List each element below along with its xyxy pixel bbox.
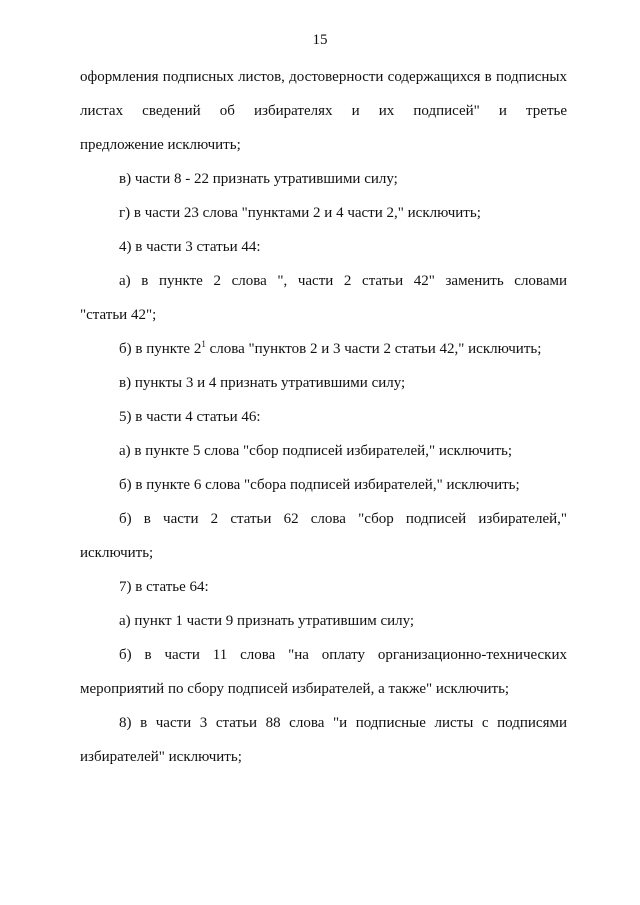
paragraph-5-line-2: "статьи 42";	[80, 307, 157, 323]
paragraph-13: а) пункт 1 части 9 признать утратившим силу;	[119, 613, 415, 629]
paragraph-1-line-1: оформления подписных листов, достоверности содержащихся в подписных	[80, 69, 567, 85]
paragraph-15	[80, 706, 567, 774]
paragraph-7: в) пункты 3 и 4 признать утратившими силу;	[119, 375, 406, 391]
paragraph-4: 4) в части 3 статьи 44:	[119, 239, 261, 255]
paragraph-15-line-2: избирателей" исключить;	[80, 749, 242, 765]
paragraph-14	[80, 638, 567, 706]
superscript-mark: 1	[201, 339, 206, 349]
paragraph-1-line-3: предложение исключить;	[80, 137, 241, 153]
paragraph-1-line-2: листах сведений об избирателях и их подписей" и третье	[80, 103, 567, 119]
page-number: 15	[312, 32, 328, 48]
paragraph-9: а) в пункте 5 слова "сбор подписей избирателей," исключить;	[119, 443, 513, 459]
paragraph-10: б) в пункте 6 слова "сбора подписей избирателей," исключить;	[119, 477, 520, 493]
paragraph-11-line-2: исключить;	[80, 545, 154, 561]
paragraph-6-start: б) в пункте 2	[119, 341, 202, 357]
paragraph-1	[80, 60, 567, 162]
paragraph-12: 7) в статье 64:	[119, 579, 209, 595]
paragraph-11-line-1: б) в части 2 статьи 62 слова "сбор подписей избирателей,"	[119, 511, 567, 527]
document-body	[80, 60, 567, 774]
paragraph-14-line-2: мероприятий по сбору подписей избирателей, а также" исключить;	[80, 681, 510, 697]
paragraph-6-end: слова "пунктов 2 и 3 части 2 статьи 42," исключить;	[205, 341, 542, 357]
paragraph-6	[80, 332, 567, 366]
paragraph-2: в) части 8 - 22 признать утратившими силу;	[119, 171, 398, 187]
paragraph-11	[80, 502, 567, 570]
paragraph-14-line-1: б) в части 11 слова "на оплату организационно-технических	[119, 647, 567, 663]
paragraph-5	[80, 264, 567, 332]
paragraph-8: 5) в части 4 статьи 46:	[119, 409, 261, 425]
paragraph-3: г) в части 23 слова "пунктами 2 и 4 части 2," исключить;	[119, 205, 481, 221]
paragraph-5-line-1: а) в пункте 2 слова ", части 2 статьи 42" заменить словами	[119, 273, 567, 289]
paragraph-15-line-1: 8) в части 3 статьи 88 слова "и подписные листы с подписями	[119, 715, 567, 731]
